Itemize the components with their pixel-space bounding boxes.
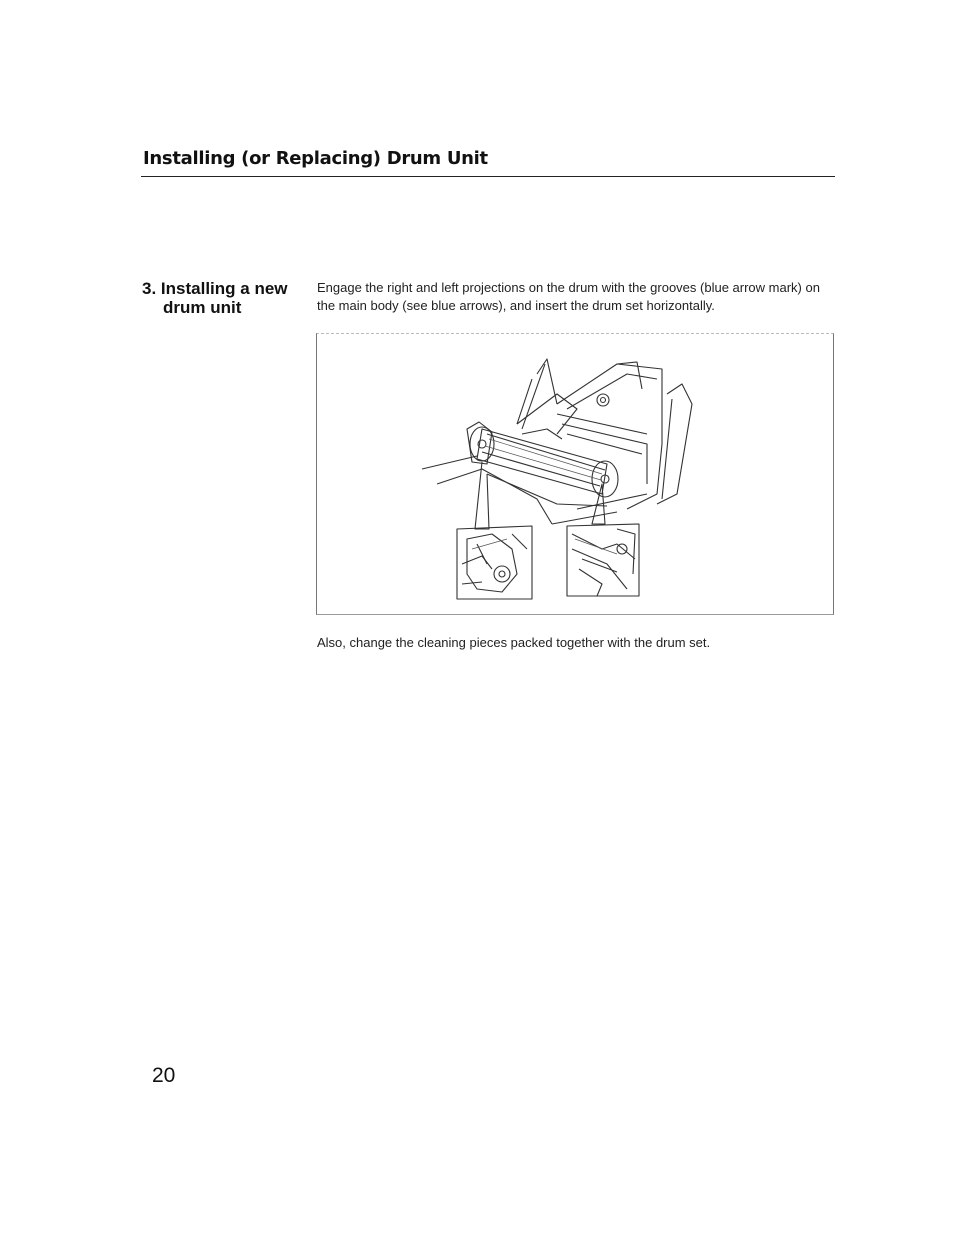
header-rule	[141, 176, 835, 177]
figure-caption: Also, change the cleaning pieces packed together with the drum set.	[317, 635, 711, 650]
section-heading-line2: drum unit	[163, 298, 242, 317]
page-number: 20	[152, 1064, 176, 1087]
figure-frame	[316, 333, 834, 615]
section-number: 3.	[142, 279, 157, 298]
section-body: Engage the right and left projections on the drum with the grooves (blue arrow mark) on the main body (see blue arrows), and insert the drum set horizontally.	[317, 280, 820, 313]
section-heading	[142, 279, 302, 317]
section-heading-line1: Installing a new	[160, 279, 288, 298]
page-title: Installing (or Replacing) Drum Unit	[143, 148, 488, 169]
drum-installation-illustration	[317, 334, 833, 614]
